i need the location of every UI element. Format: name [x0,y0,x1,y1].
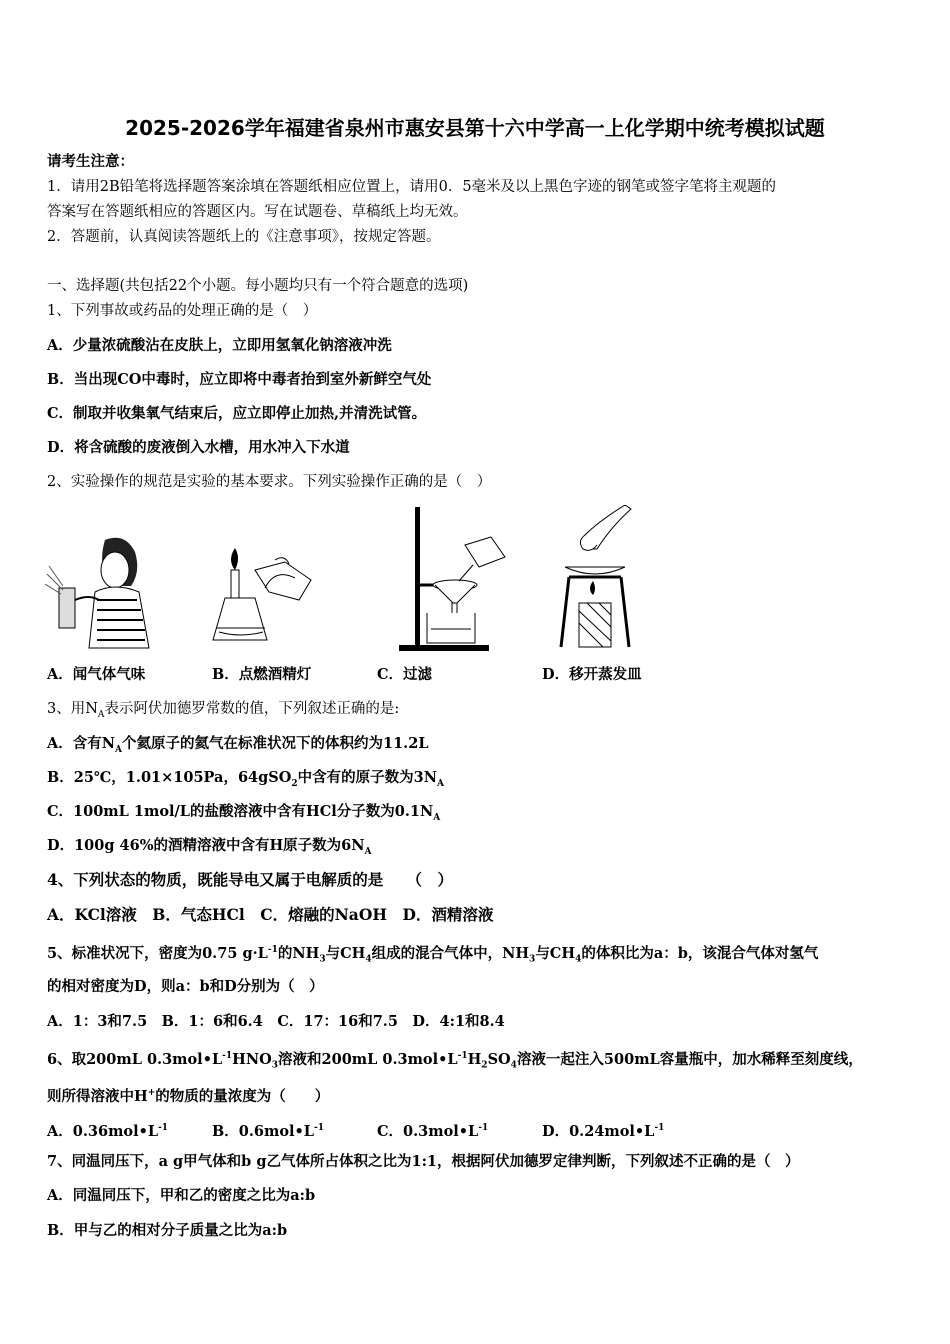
q6-part-b: HNO [232,1050,272,1068]
notice-line-1: 1．请用2B铅笔将选择题答案涂填在答题纸相应位置上，请用0．5毫米及以上黑色字迹的钢笔或签字笔将主观题的 [47,179,777,195]
q7-option-b: B．甲与乙的相对分子质量之比为a:b [47,1222,288,1239]
figure-evaporating-dish [555,505,635,655]
q6-option-b [212,1118,324,1142]
q6-sub-3: 3 [271,1060,279,1071]
q6-part-d: H [467,1050,482,1068]
page-title: 2025-2026学年福建省泉州市惠安县第十六中学高一上化学期中统考模拟试题 [125,116,825,140]
q7-option-a: A．同温同压下，甲和乙的密度之比为a:b [47,1187,316,1204]
q6-line-2 [47,1083,329,1107]
q3-option-c [47,802,440,828]
q6-sup-plus: + [147,1088,156,1098]
q2-option-c: C．过滤 [377,666,433,683]
q3-option-b [47,768,444,794]
notice-heading: 请考生注意： [47,153,134,170]
q3-d-sub: A [364,846,372,857]
q5-sub-3: 3 [319,954,326,965]
q3-c-part1: C．100mL 1mol/L的盐酸溶液中含有HCl分子数为0.1N [47,803,434,820]
notice-line-3: 2．答题前，认真阅读答题纸上的《注意事项》，按规定答题。 [47,229,441,245]
q3-b-part2: 中含有的原子数为3N [297,769,437,786]
q4-options: A．KCl溶液 B．气态HCl C．熔融的NaOH D．酒精溶液 [47,905,494,924]
q6-part-h: 的物质的量浓度为（ ） [155,1087,330,1105]
q6-line-1 [47,1046,863,1076]
q6-a-sup: -1 [158,1123,169,1133]
q3-b-sub: 2 [291,778,298,789]
q6-option-a [47,1118,168,1142]
q6-b-sup: -1 [313,1123,324,1133]
q6-sup-b: -1 [457,1051,468,1061]
q3-stem [47,699,399,725]
q5-part-f: 的体积比为a：b，该混合气体对氢气 [581,944,819,962]
q3-stem-part2: 表示阿伏加德罗常数的值，下列叙述正确的是: [104,701,400,717]
q3-stem-part: 3、用N [47,701,98,717]
q6-part-g: 则所得溶液中H [47,1087,148,1105]
q6-sup: -1 [222,1051,233,1061]
q5-options: A．1：3和7.5 B．1：6和6.4 C．17：16和7.5 D．4:1和8.4 [47,1013,505,1030]
q3-a-part2: 个氦原子的氦气在标准状况下的体积约为11.2L [122,735,429,752]
q6-part-c: 溶液和200mL 0.3mol•L [278,1050,458,1068]
q5-part-a: 5、标准状况下，密度为0.75 g·L [47,944,268,962]
q2-option-a: A．闻气体气味 [47,666,146,683]
q6-b-text: B．0.6mol•L [212,1122,314,1140]
q6-sub-2: 2 [481,1060,488,1071]
q3-stem-sub: A [97,709,105,720]
q3-a-part1: A．含有N [47,735,116,752]
q6-d-text: D．0.24mol•L [542,1122,655,1140]
section-heading: 一、选择题(共包括22个小题。每小题均只有一个符合题意的选项) [47,278,469,294]
q3-b-sub2: A [436,778,444,789]
q2-stem: 2、实验操作的规范是实验的基本要求。下列实验操作正确的是（ ） [47,474,492,490]
q5-part-d: 组成的混合气体中，NH [371,944,530,962]
q3-b-part1: B．25℃，1.01×105Pa，64gSO [47,769,292,786]
q5-line-1 [47,940,818,970]
q6-a-text: A．0.36mol•L [47,1122,159,1140]
figure-smell-gas [45,530,155,650]
q1-option-d: D．将含硫酸的废液倒入水槽，用水冲入下水道 [47,439,350,456]
q4-stem: 4、下列状态的物质，既能导电又属于电解质的是 （ ） [47,870,454,889]
q5-sub-3b: 3 [529,954,536,965]
q1-option-a: A．少量浓硫酸沾在皮肤上，立即用氢氧化钠溶液冲洗 [47,337,392,354]
notice-line-2: 答案写在答题纸相应的答题区内。写在试题卷、草稿纸上均无效。 [47,204,468,220]
q3-option-d [47,836,372,862]
q1-option-b: B．当出现CO中毒时，应立即将中毒者抬到室外新鲜空气处 [47,371,432,388]
figure-filtration [395,505,510,655]
q6-c-sup: -1 [478,1123,489,1133]
q3-option-a [47,734,429,760]
q6-d-sup: -1 [654,1123,665,1133]
q6-part-f: 溶液一起注入500mL容量瓶中，加水稀释至刻度线， [516,1050,863,1068]
q6-part-e: SO [487,1050,511,1068]
q5-sub-4: 4 [365,954,372,965]
q5-part-b: 的NH [277,944,320,962]
q3-d-part1: D．100g 46%的酒精溶液中含有H原子数为6N [47,837,365,854]
q6-part-a: 6、取200mL 0.3mol•L [47,1050,223,1068]
q2-option-d: D．移开蒸发皿 [542,666,642,683]
q6-sub-4: 4 [510,1060,517,1071]
q6-option-c [377,1118,488,1142]
q6-c-text: C．0.3mol•L [377,1122,479,1140]
q6-option-d [542,1118,664,1142]
q5-sup: -1 [267,945,278,955]
q5-part-c: 与CH [325,944,366,962]
figure-light-lamp [205,540,320,650]
q1-option-c: C．制取并收集氧气结束后，应立即停止加热,并清洗试管。 [47,405,427,422]
q5-line-2: 的相对密度为D，则a：b和D分别为（ ） [47,978,324,995]
q2-option-b: B．点燃酒精灯 [212,666,312,683]
q3-c-sub: A [433,812,441,823]
q7-stem: 7、同温同压下，a g甲气体和b g乙气体所占体积之比为1:1，根据阿伏加德罗定律判断，下列叙述不正确的是（ ） [47,1153,800,1170]
q5-part-e: 与CH [535,944,576,962]
q5-sub-4b: 4 [575,954,582,965]
q3-a-sub: A [115,744,122,755]
q1-stem: 1、下列事故或药品的处理正确的是（ ） [47,303,318,319]
